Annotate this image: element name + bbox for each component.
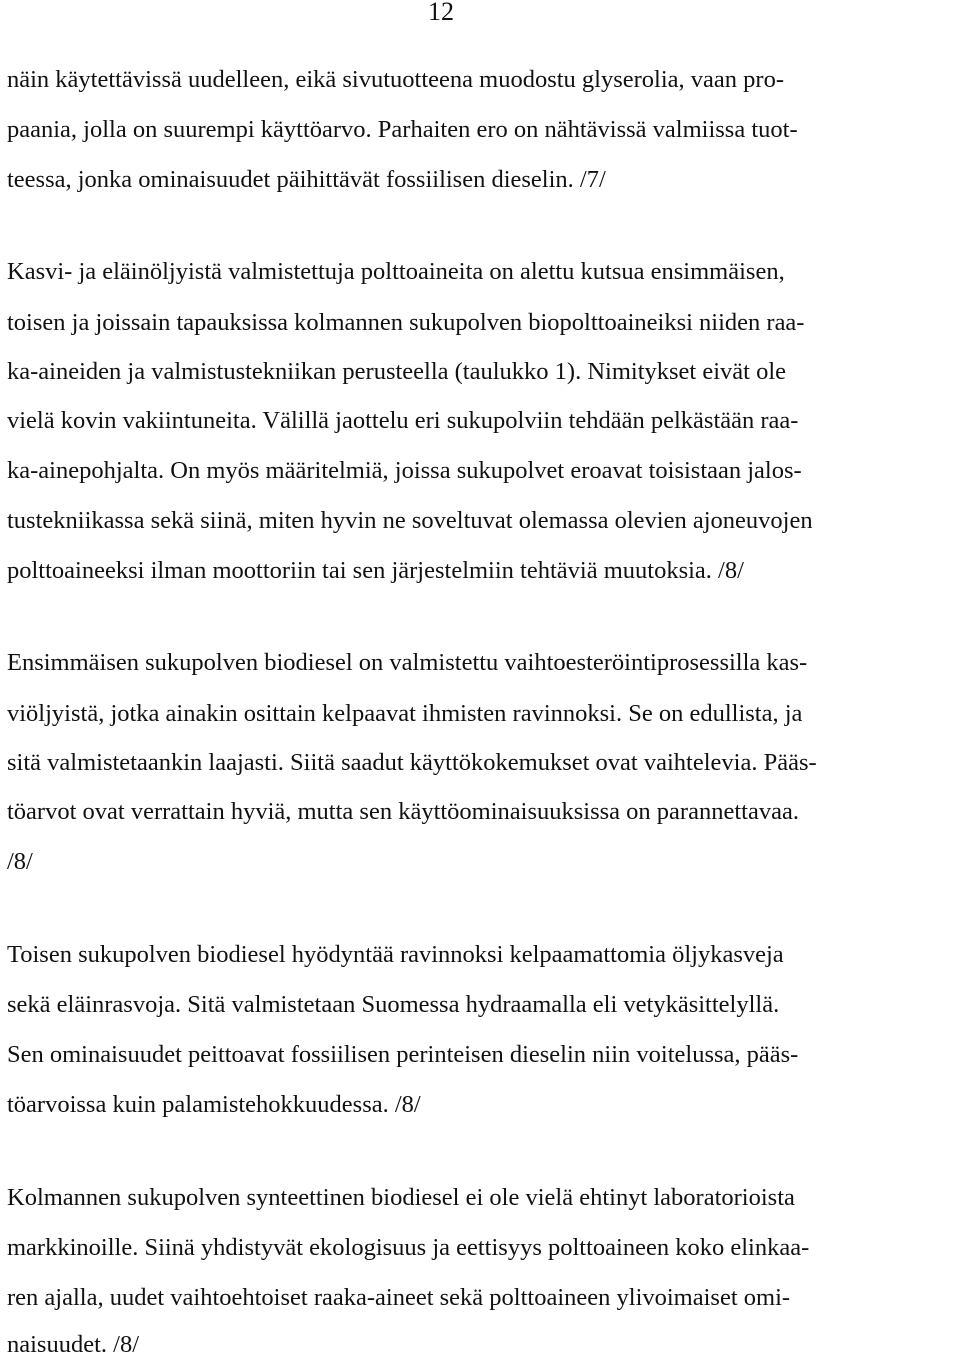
text-line: teessa, jonka ominaisuudet päihittävät fossiilisen dieselin. /7/ [7, 166, 606, 193]
text-line: Toisen sukupolven biodiesel hyödyntää ravinnoksi kelpaamattomia öljykasveja [7, 941, 784, 968]
text-line: /8/ [7, 848, 33, 875]
text-line: sitä valmistetaankin laajasti. Siitä saadut käyttökokemukset ovat vaihtelevia. Pääs- [7, 749, 817, 776]
text-line: polttoaineeksi ilman moottoriin tai sen järjestelmiin tehtäviä muutoksia. /8/ [7, 557, 744, 584]
text-line: Kasvi- ja eläinöljyistä valmistettuja polttoaineita on alettu kutsua ensimmäisen, [7, 258, 785, 285]
text-line: Kolmannen sukupolven synteettinen biodiesel ei ole vielä ehtinyt laboratorioista [7, 1184, 795, 1211]
text-line: tustekniikassa sekä siinä, miten hyvin ne soveltuvat olemassa olevien ajoneuvojen [7, 507, 813, 534]
page-number: 12 [428, 0, 454, 26]
text-line: näin käytettävissä uudelleen, eikä sivutuotteena muodostu glyserolia, vaan pro- [7, 66, 784, 93]
text-line: töarvoissa kuin palamistehokkuudessa. /8/ [7, 1091, 421, 1118]
text-line: Ensimmäisen sukupolven biodiesel on valmistettu vaihtoesteröintiprosessilla kas- [7, 649, 808, 676]
text-line: toisen ja joissain tapauksissa kolmannen sukupolven biopolttoaineiksi niiden raa- [7, 309, 805, 336]
text-line: ren ajalla, uudet vaihtoehtoiset raaka-aineet sekä polttoaineen ylivoimaiset omi- [7, 1284, 791, 1311]
text-line: Sen ominaisuudet peittoavat fossiilisen perinteisen dieselin niin voitelussa, pääs- [7, 1041, 799, 1068]
text-line: sekä eläinrasvoja. Sitä valmistetaan Suomessa hydraamalla eli vetykäsittelyllä. [7, 991, 780, 1018]
text-line: markkinoille. Siinä yhdistyvät ekologisuus ja eettisyys polttoaineen koko elinkaa- [7, 1234, 810, 1261]
text-line: vielä kovin vakiintuneita. Välillä jaottelu eri sukupolviin tehdään pelkästään raa- [7, 407, 799, 434]
text-line: naisuudet. /8/ [7, 1331, 140, 1358]
text-line: ka-ainepohjalta. On myös määritelmiä, joissa sukupolvet eroavat toisistaan jalos- [7, 457, 802, 484]
text-line: töarvot ovat verrattain hyviä, mutta sen käyttöominaisuuksissa on parannettavaa. [7, 798, 799, 825]
text-line: viöljyistä, jotka ainakin osittain kelpaavat ihmisten ravinnoksi. Se on edullista, ja [7, 700, 803, 727]
text-line: ka-aineiden ja valmistustekniikan perusteella (taulukko 1). Nimitykset eivät ole [7, 358, 787, 385]
text-line: paania, jolla on suurempi käyttöarvo. Parhaiten ero on nähtävissä valmiissa tuot- [7, 116, 798, 143]
